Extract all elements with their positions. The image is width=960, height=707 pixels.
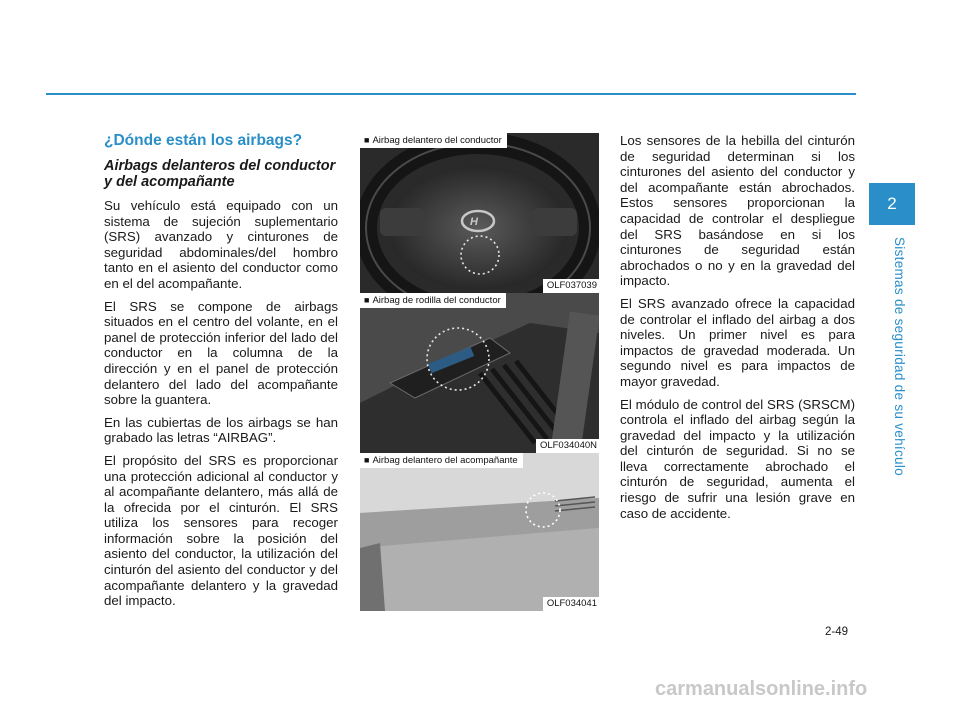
paragraph: El SRS avanzado ofrece la capacidad de controlar el inflado del airbag a dos niveles. Un primer nivel es para impactos de gravedad moderada. Un segundo nivel es para impactos de mayor gravedad. xyxy=(620,295,855,389)
header-rule xyxy=(46,93,856,95)
figure-code: OLF034040N xyxy=(536,439,599,453)
svg-text:H: H xyxy=(470,216,478,228)
figure-caption: ■ Airbag delantero del acompañante xyxy=(360,453,523,468)
paragraph: En las cubiertas de los airbags se han grabado las letras “AIRBAG”. xyxy=(104,414,338,446)
figure-passenger-airbag xyxy=(360,453,599,611)
chapter-tab: 2 xyxy=(869,183,915,225)
figure-code: OLF037039 xyxy=(543,279,599,293)
page-number: 2-49 xyxy=(825,626,849,638)
figure-knee-airbag xyxy=(360,293,599,453)
figure-code: OLF034041 xyxy=(543,597,599,611)
passenger-dashboard-illustration xyxy=(360,453,599,611)
right-column xyxy=(620,133,855,528)
subsection-title: Airbags delanteros del conductor y del acompañante xyxy=(104,158,336,190)
figure-caption: ■ Airbag delantero del conductor xyxy=(360,133,507,148)
left-column xyxy=(104,132,338,616)
paragraph: Su vehículo está equipado con un sistema de sujeción suplementario (SRS) avanzado y cinturones de seguridad abdominales/del hombro tanto en el asiento del conductor como en el del acompañante. xyxy=(104,198,338,291)
watermark: carmanualsonline.info xyxy=(655,678,868,700)
paragraph: El SRS se compone de airbags situados en el centro del volante, en el panel de protección inferior del lado del conductor en la columna de la dirección y en el panel de protección delantero del lado del acompañante sobre la guantera. xyxy=(104,298,338,408)
paragraph: Los sensores de la hebilla del cinturón de seguridad determinan si los cinturones del asiento del conductor y del acompañante están abrochados. Estos sensores proporcionan la capacidad de controlar el despliegue del SRS basándose en si los cinturones de seguridad están abrochados o no y en la gravedad del impacto. xyxy=(620,133,855,289)
knee-airbag-illustration xyxy=(360,293,599,453)
figure-column xyxy=(360,133,599,611)
chapter-title: Sistemas de seguridad de su vehículo xyxy=(892,237,907,476)
paragraph: El propósito del SRS es proporcionar una protección adicional al conductor y al acompañante delantero, más allá de la ofrecida por el cinturón. El SRS utiliza los sensores para recoger información sobre la posición del asiento del conductor, la utilización del cinturón del asiento del conductor y del acompañante delantero y la gravedad del impacto. xyxy=(104,452,338,609)
paragraph: El módulo de control del SRS (SRSCM) controla el inflado del airbag según la gravedad del impacto y la utilización del cinturón de seguridad. Si no se lleva correctamente abrochado el cinturón de seguridad, aumenta el riesgo de sufrir una lesión grave en caso de accidente. xyxy=(620,396,855,521)
section-title: ¿Dónde están los airbags? xyxy=(104,132,303,149)
steering-wheel-illustration xyxy=(360,133,599,293)
figure-driver-airbag xyxy=(360,133,599,293)
figure-caption: ■ Airbag de rodilla del conductor xyxy=(360,293,506,308)
